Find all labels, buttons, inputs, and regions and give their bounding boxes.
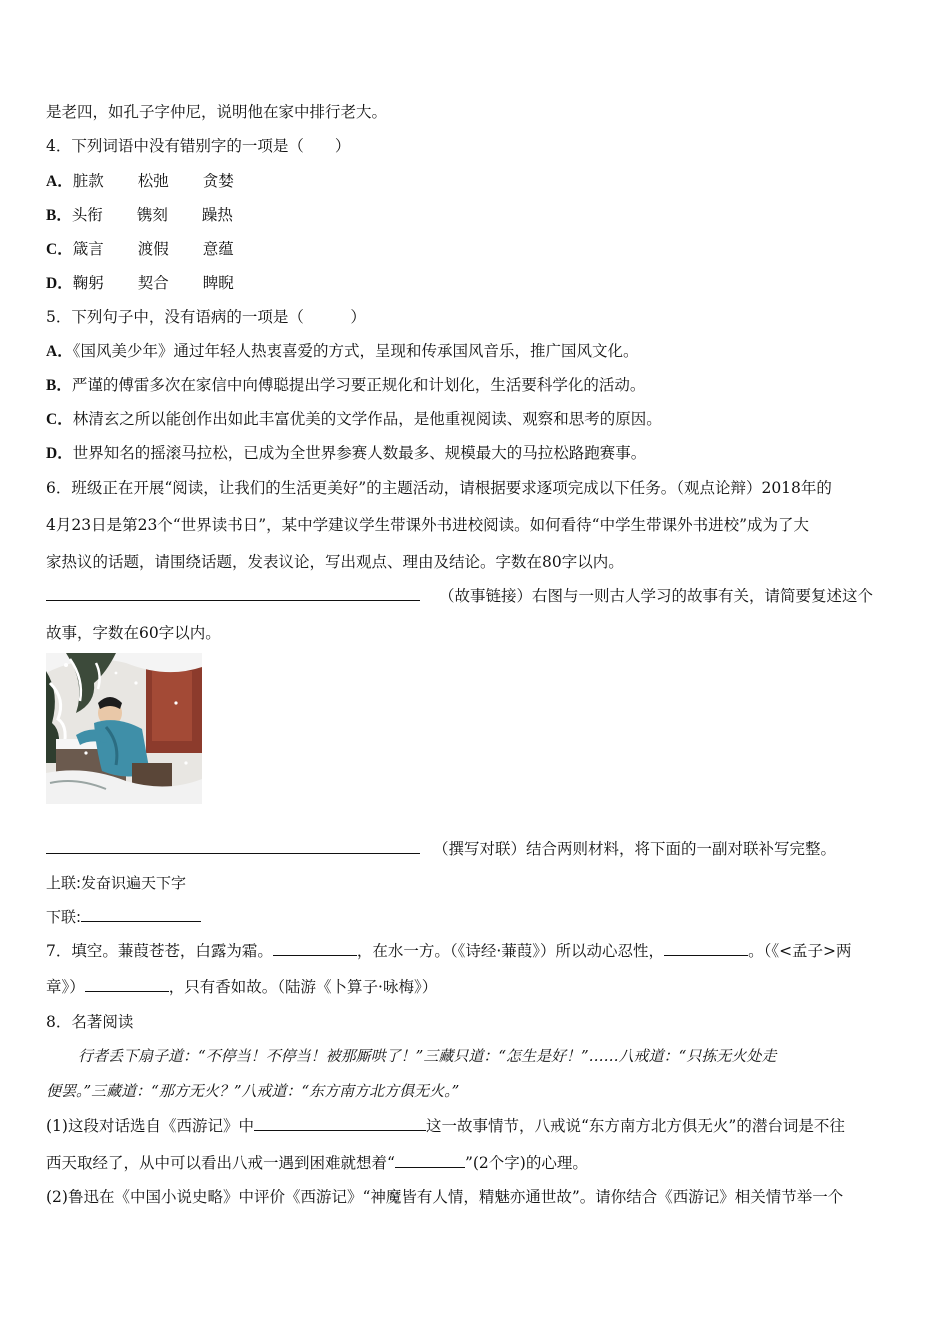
answer-blank[interactable] [46,839,420,854]
question-text: 这一故事情节，八戒说“东方南方北方俱无火”的潜台词是不往 [425,1117,845,1135]
answer-blank[interactable] [395,1153,465,1168]
poem-text: 7．填空。蒹葭苍苍，白露为霜。 [46,942,273,960]
question-4-stem: 4．下列词语中没有错别字的一项是（ ） [46,137,351,155]
option-text: 《国风美少年》通过年轻人热衷喜爱的方式，呈现和传承国风音乐，推广国风文化。 [72,342,639,360]
question-6-line-3: 家热议的话题，请围绕话题，发表议论，写出观点、理由及结论。字数在80字以内。 [46,553,624,571]
question-8-sub-1-cont [46,1153,588,1173]
poem-text: 章》） [46,978,85,996]
option-word: 头衔 [71,206,103,224]
answer-blank[interactable] [81,907,201,922]
option-word: 意蕴 [202,240,234,258]
snow-reading-illustration [46,653,202,804]
option-letter: C． [46,411,73,428]
option-letter: C． [46,241,73,258]
question-8-title: 8．名著阅读 [46,1013,134,1031]
option-text: 严谨的傅雷多次在家信中向傅聪提出学习要正规化和计划化，生活要科学化的活动。 [71,376,646,394]
option-letter: A． [46,173,73,190]
option-word: 镌刻 [136,206,168,224]
question-5-option-a[interactable] [46,341,638,362]
question-5-stem: 5．下列句子中，没有语病的一项是（ ） [46,308,366,326]
answer-blank[interactable] [85,977,169,992]
option-word: 渡假 [137,240,169,258]
question-4-option-b[interactable] [46,205,233,226]
option-word: 贪婪 [202,172,234,190]
question-4-option-c[interactable] [46,239,234,260]
excerpt-line-2: 便罢。”三藏道：“那方无火？”八戒道：“东方南方北方俱无火。” [46,1082,460,1100]
question-text: (1)这段对话选自《西游记》中 [46,1117,254,1135]
question-text: 西天取经了，从中可以看出八戒一遇到困难就想着“ [46,1154,395,1172]
option-word: 松弛 [137,172,169,190]
excerpt-line-1: 行者丢下扇子道：“不停当！不停当！被那厮哄了！”三藏只道：“怎生是好！”……八戒道：“只拣无火处走 [78,1047,777,1065]
couplet-upper: 上联:发奋识遍天下字 [46,874,187,892]
option-letter: D． [46,275,73,292]
option-text: 林清玄之所以能创作出如此丰富优美的文学作品，是他重视阅读、观察和思考的原因。 [72,410,662,428]
couplet-lower [46,907,201,927]
question-7-line-2 [46,977,437,997]
option-word: 鞠躬 [72,274,104,292]
question-6-line-4 [46,586,873,606]
option-text: 世界知名的摇滚马拉松，已成为全世界参赛人数最多、规模最大的马拉松路跑赛事。 [72,444,647,462]
poem-text: ，在水一方。（《诗经·蒹葭》）所以动心忍性， [356,942,665,960]
question-7-line-1 [46,941,852,961]
option-letter: D． [46,445,73,462]
answer-blank[interactable] [254,1116,426,1131]
question-8-sub-2: (2)鲁迅在《中国小说史略》中评价《西游记》“神魔皆有人情，精魅亦通世故”。请你结合《西游记》相关情节举一个 [46,1188,844,1206]
couplet-task-text: （撰写对联）结合两则材料，将下面的一副对联补写完整。 [432,840,836,858]
question-4-option-d[interactable] [46,273,234,294]
question-8-sub-1 [46,1116,845,1136]
question-6-line-2: 4月23日是第23个“世界读书日”，某中学建议学生带课外书进校阅读。如何看待“中学生带课外书进校”成为了大 [46,516,810,534]
option-word: 躁热 [201,206,233,224]
text-line: 是老四，如孔子字仲尼，说明他在家中排行老大。 [46,103,388,121]
answer-blank[interactable] [664,941,748,956]
story-link-text: （故事链接）右图与一则古人学习的故事有关，请简要复述这个 [438,587,873,605]
poem-text: 。（《<孟子>两 [748,942,852,960]
couplet-lower-label: 下联: [46,908,82,926]
option-letter: B． [46,207,72,224]
answer-blank[interactable] [46,586,420,601]
question-6-line-6 [46,839,836,859]
option-word: 契合 [137,274,169,292]
option-word: 箴言 [72,240,104,258]
answer-blank[interactable] [273,941,357,956]
option-letter: B． [46,377,72,394]
option-letter: A． [46,343,73,360]
question-4-option-a[interactable] [46,171,234,192]
question-6-line-1: 6．班级正在开展“阅读，让我们的生活更美好”的主题活动，请根据要求逐项完成以下任务。（观点论辩）2018年的 [46,479,832,497]
question-6-line-5: 故事，字数在60字以内。 [46,624,221,642]
option-word: 脏款 [72,172,104,190]
question-5-option-b[interactable] [46,375,645,396]
question-5-option-d[interactable] [46,443,646,464]
question-text: ”(2个字)的心理。 [464,1154,588,1172]
option-word: 睥睨 [202,274,234,292]
question-5-option-c[interactable] [46,409,662,430]
poem-text: ，只有香如故。（陆游《卜算子·咏梅》） [168,978,438,996]
